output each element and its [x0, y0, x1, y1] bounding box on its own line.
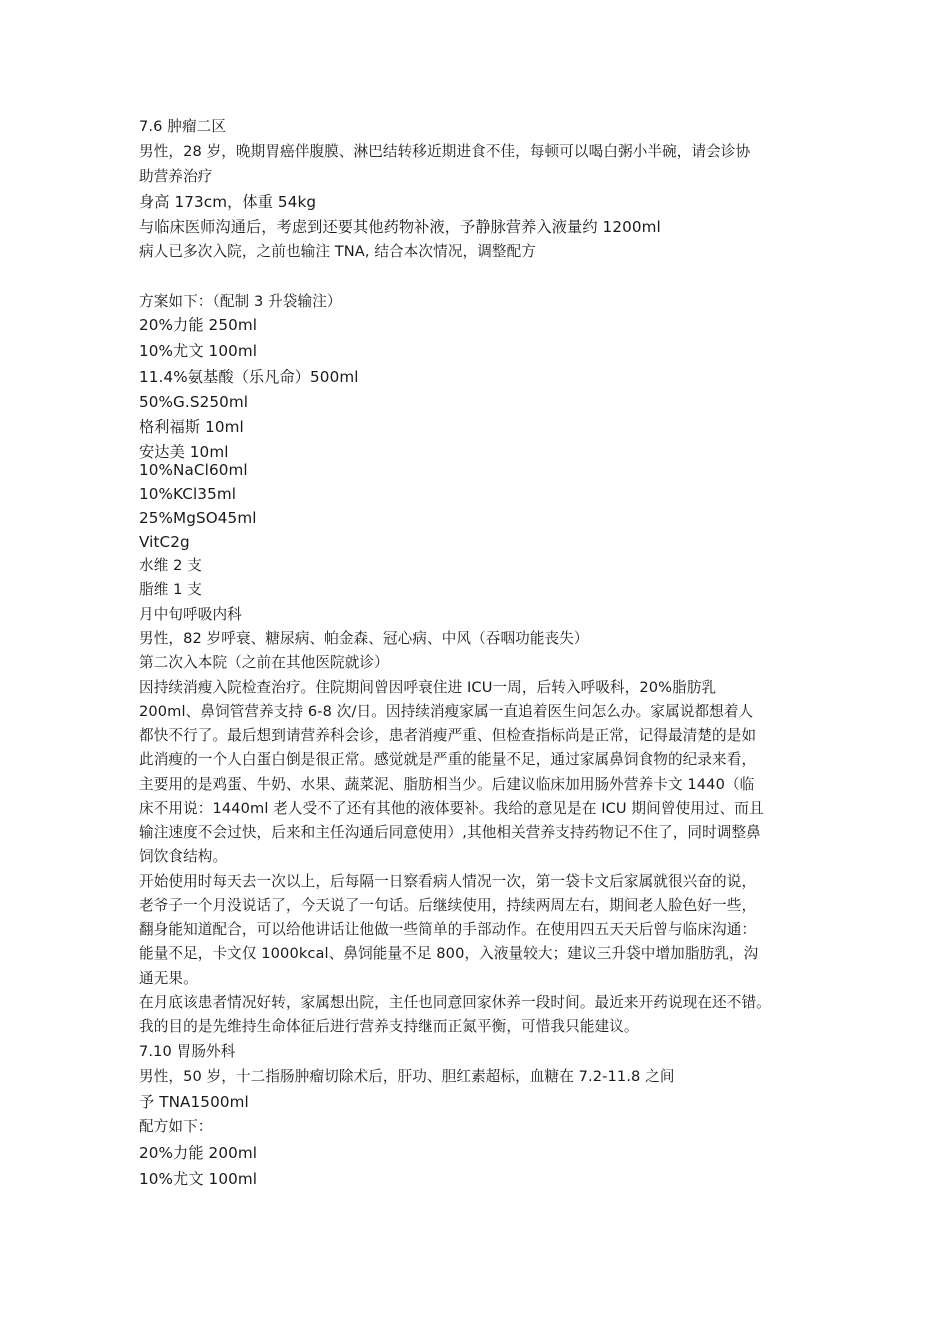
formula-item: 格利福斯 10ml: [139, 418, 244, 436]
formula-item: 20%力能 200ml: [139, 1144, 258, 1162]
text-line: 通无果。: [139, 970, 198, 987]
formula-item: 10%KCl35ml: [139, 485, 237, 503]
text-line: 助营养治疗: [139, 168, 213, 185]
text-line: 在月底该患者情况好转，家属想出院，主任也同意回家休养一段时间。最近来开药说现在还不错。: [139, 994, 771, 1011]
text-line: 都快不行了。最后想到请营养科会诊，患者消瘦严重、但检查指标尚是正常，记得最清楚的是如: [139, 727, 757, 744]
text-line: 翻身能知道配合，可以给他讲话让他做一些简单的手部动作。在使用四五天天后曾与临床沟通：: [139, 921, 757, 938]
text-line: 与临床医师沟通后，考虑到还要其他药物补液，予静脉营养入液量约 1200ml: [139, 218, 661, 236]
text-line: 男性，28 岁，晚期胃癌伴腹膜、淋巴结转移近期进食不佳，每顿可以喝白粥小半碗，请会诊协: [139, 143, 751, 160]
text-line: 此消瘦的一个人白蛋白倒是很正常。感觉就是严重的能量不足，通过家属鼻饲食物的纪录来看，: [139, 751, 757, 768]
formula-item: 11.4%氨基酸（乐凡命）500ml: [139, 368, 359, 386]
text-line: 老爷子一个月没说话了，今天说了一句话。后继续使用，持续两周左右，期间老人脸色好一些，: [139, 897, 757, 914]
formula-item: 10%NaCl60ml: [139, 461, 248, 479]
text-line: 床不用说：1440ml 老人受不了还有其他的液体要补。我给的意见是在 ICU 期间曾使用过、而且: [139, 800, 764, 817]
formula-item: 25%MgSO45ml: [139, 509, 257, 527]
text-line: 我的目的是先维持生命体征后进行营养支持继而正氮平衡，可惜我只能建议。: [139, 1018, 639, 1035]
text-line: 因持续消瘦入院检查治疗。住院期间曾因呼衰住进 ICU一周，后转入呼吸科，20%脂肪乳: [139, 679, 717, 696]
formula-item: 脂维 1 支: [139, 581, 202, 598]
formula-item: 10%尤文 100ml: [139, 342, 258, 360]
text-line: 男性，50 岁，十二指肠肿瘤切除术后，肝功、胆红素超标，血糖在 7.2-11.8 之间: [139, 1068, 675, 1085]
text-line: 能量不足，卡文仅 1000kcal、鼻饲能量不足 800，入液量较大；建议三升袋中增加脂肪乳，沟: [139, 945, 759, 962]
text-line: 配方如下：: [139, 1118, 213, 1135]
text-line: 身高 173cm，体重 54kg: [139, 193, 317, 211]
section-heading: 7.6 肿瘤二区: [139, 118, 227, 135]
formula-item: 50%G.S250ml: [139, 393, 249, 411]
formula-item: 安达美 10ml: [139, 443, 229, 461]
text-line: 方案如下：（配制 3 升袋输注）: [139, 293, 342, 310]
formula-item: 20%力能 250ml: [139, 316, 258, 334]
text-line: 病人已多次入院，之前也输注 TNA, 结合本次情况，调整配方: [139, 243, 536, 260]
text-line: 男性，82 岁呼衰、糖尿病、帕金森、冠心病、中风（吞咽功能丧失）: [139, 630, 589, 647]
text-line: 200ml、鼻饲管营养支持 6-8 次/日。因持续消瘦家属一直追着医生问怎么办。家属说都想着人: [139, 703, 754, 720]
text-line: 输注速度不会过快，后来和主任沟通后同意使用）,其他相关营养支持药物记不住了，同时调整鼻: [139, 824, 761, 841]
formula-item: 水维 2 支: [139, 557, 202, 574]
text-line: 主要用的是鸡蛋、牛奶、水果、蔬菜泥、脂肪相当少。后建议临床加用肠外营养卡文 1440（临: [139, 776, 755, 793]
formula-item: VitC2g: [139, 533, 190, 551]
text-line: 第二次入本院（之前在其他医院就诊）: [139, 654, 389, 671]
text-line: 予 TNA1500ml: [139, 1093, 249, 1111]
section-heading: 月中旬呼吸内科: [139, 606, 242, 623]
section-heading: 7.10 胃肠外科: [139, 1043, 236, 1060]
formula-item: 10%尤文 100ml: [139, 1170, 258, 1188]
text-line: 饲饮食结构。: [139, 848, 228, 865]
text-line: 开始使用时每天去一次以上，后每隔一日察看病人情况一次，第一袋卡文后家属就很兴奋的说，: [139, 873, 757, 890]
